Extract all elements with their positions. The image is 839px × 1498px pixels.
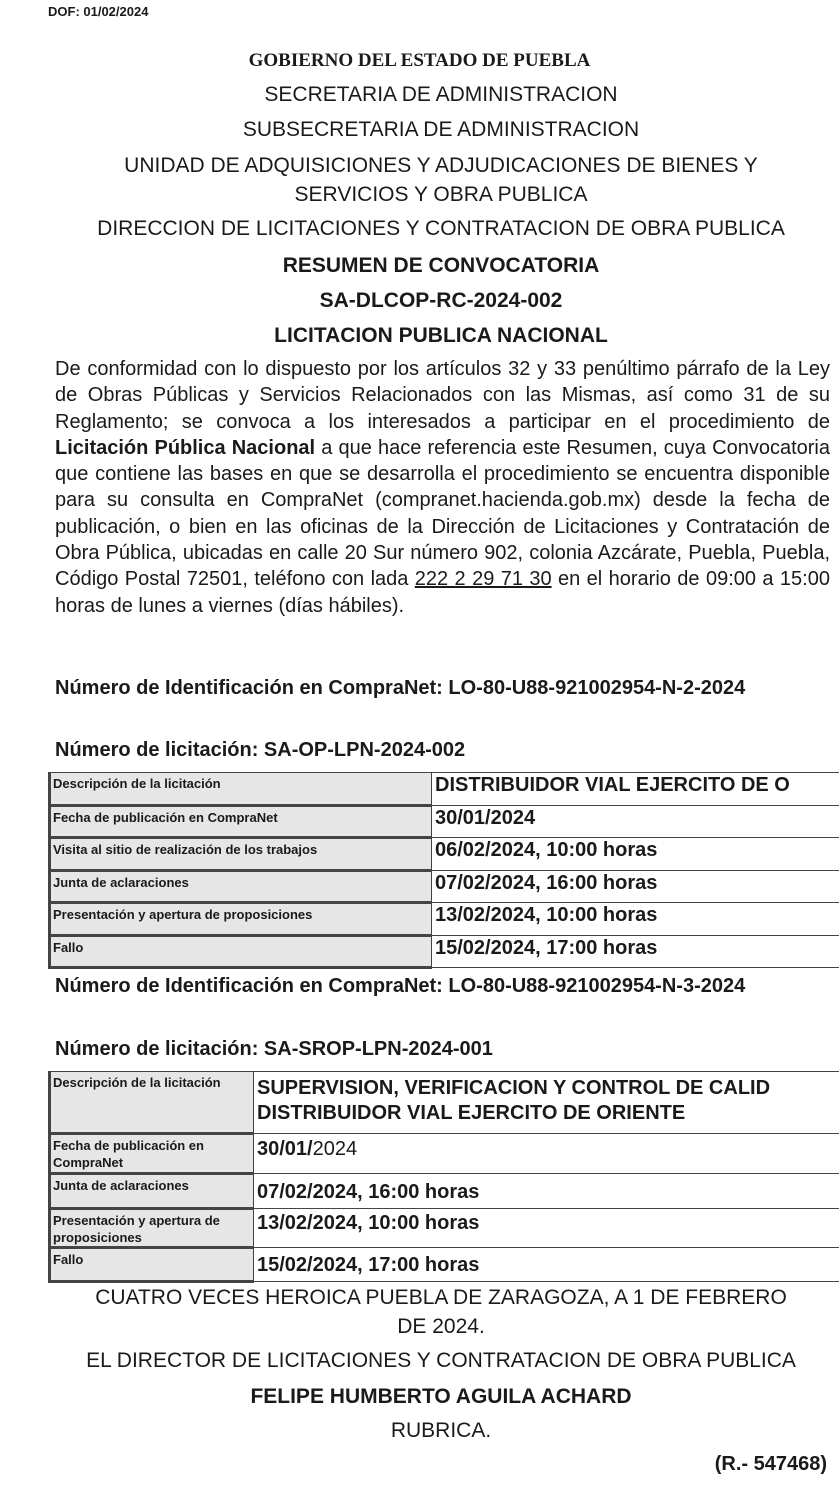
description-line1: SUPERVISION, VERIFICACION Y CONTROL DE CALID [257,1077,771,1099]
cargo-director: EL DIRECTOR DE LICITACIONES Y CONTRATACION DE OBRA PUBLICA [86,1349,796,1372]
row-value: DISTRIBUIDOR VIAL EJERCITO DE O [432,773,839,806]
licitacion-table-2 [48,1071,839,1283]
row-value: 13/02/2024, 10:00 horas [432,903,839,936]
gobierno-heading: GOBIERNO DEL ESTADO DE PUEBLA [248,50,591,71]
licitacion-numero-2: Número de licitación: SA-SROP-LPN-2024-001 [55,1038,493,1060]
table-row [50,773,839,806]
nombre-firmante: FELIPE HUMBERTO AGUILA ACHARD [250,1385,632,1408]
direccion-heading: DIRECCION DE LICITACIONES Y CONTRATACION DE OBRA PUBLICA [97,217,785,240]
row-label: Visita al sitio de realización de los trabajos [50,838,432,871]
row-value: 30/01/2024 [432,806,839,838]
description-line2: DISTRIBUIDOR VIAL EJERCITO DE ORIENTE [257,1102,686,1124]
compranet-id-1: Número de Identificación en CompraNet: LO-80-U88-921002954-N-2-2024 [55,677,746,699]
resumen-title: RESUMEN DE CONVOCATORIA [282,254,600,277]
lugar-fecha-line1: CUATRO VECES HEROICA PUEBLA DE ZARAGOZA, A 1 DE FEBRERO [95,1286,787,1309]
paragraph-text-a: De conformidad con lo dispuesto por los artículos 32 y 33 penúltimo párrafo de la Ley de Obras Públicas y Servicios Relacionados con las Mismas, así como 31 de su Reglamento; se convoca a los interesados a participar en el procedimiento de [55,358,830,433]
secretaria-heading: SECRETARIA DE ADMINISTRACION [264,83,618,106]
row-label: Descripción de la licitación [50,773,432,806]
row-value: 07/02/2024, 16:00 horas [254,1174,839,1209]
row-value: 13/02/2024, 10:00 horas [254,1209,839,1248]
unidad-heading-line1: UNIDAD DE ADQUISICIONES Y ADJUDICACIONES DE BIENES Y [124,154,758,177]
convocatoria-clave: SA-DLCOP-RC-2024-002 [319,289,563,312]
row-label: Junta de aclaraciones [50,1174,254,1209]
table-row [50,936,839,968]
licitacion-numero-1: Número de licitación: SA-OP-LPN-2024-002 [55,739,466,761]
table-row [50,1248,839,1282]
table-row [50,903,839,936]
table-row [50,838,839,871]
licitacion-tipo: LICITACION PUBLICA NACIONAL [274,324,608,347]
licitacion-table-1 [48,772,839,969]
lugar-fecha-line2: DE 2024. [397,1315,485,1338]
row-value: 06/02/2024, 10:00 horas [432,838,839,871]
row-label: Presentación y apertura de proposiciones [50,903,432,936]
paragraph-text-c: en el horario de 09:00 a 15:00 horas de lunes a viernes (días hábiles). [55,568,830,617]
paragraph-text-b: a que hace referencia este Resumen, cuya Convocatoria que contiene las bases en que se desarrolla el procedimiento se encuentra disponible para su consulta en CompraNet (compranet.hacienda.gob.mx) desde la fecha de publicación, o bien en las oficinas de la Dirección de Licitaciones y Contratación de Obra Pública, ubicadas en calle 20 Sur número 902, colonia Azcárate, Puebla, Puebla, Código Postal 72501, teléfono con lada [55,436,830,591]
rubrica: RUBRICA. [390,1419,492,1442]
table-row [50,1134,839,1174]
row-label: Fallo [50,936,432,968]
row-label: Junta de aclaraciones [50,871,432,903]
row-label: Fecha de publicación en CompraNet [50,1134,254,1174]
dof-date: DOF: 01/02/2024 [48,4,149,19]
table-row [50,871,839,903]
row-value [254,1072,839,1134]
subsecretaria-heading: SUBSECRETARIA DE ADMINISTRACION [242,118,640,141]
convocatoria-paragraph [55,356,830,619]
row-label: Fecha de publicación en CompraNet [50,806,432,838]
row-label: Fallo [50,1248,254,1282]
table-row [50,1072,839,1134]
row-value [254,1134,839,1174]
row-label: Descripción de la licitación [50,1072,254,1134]
table-row [50,1209,839,1248]
table-row [50,1174,839,1209]
fecha-year: 2024 [312,1138,358,1160]
row-value: 15/02/2024, 17:00 horas [254,1248,839,1282]
compranet-id-2: Número de Identificación en CompraNet: LO-80-U88-921002954-N-3-2024 [55,975,746,997]
table-row [50,806,839,838]
phone-number: 222 2 29 71 30 [414,568,552,591]
referencia: (R.- 547468) [714,1453,827,1475]
unidad-heading-line2: SERVICIOS Y OBRA PUBLICA [294,183,588,206]
row-label: Presentación y apertura de proposiciones [50,1209,254,1248]
row-value: 07/02/2024, 16:00 horas [432,871,839,903]
fecha-bold: 30/01/ [257,1138,313,1160]
paragraph-bold: Licitación Pública Nacional [55,436,316,459]
row-value: 15/02/2024, 17:00 horas [432,936,839,968]
